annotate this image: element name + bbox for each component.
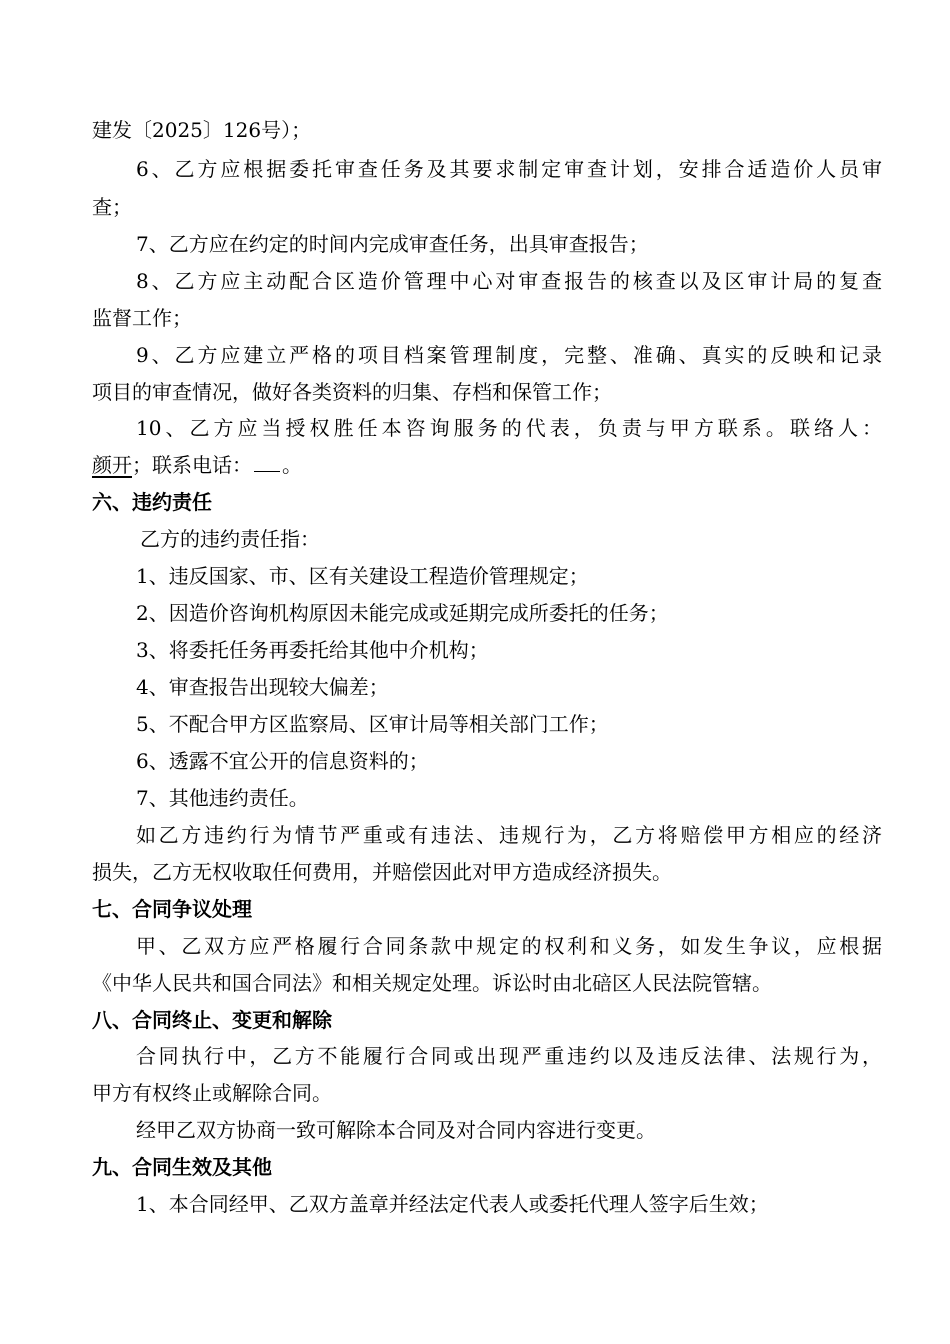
paragraph-line: 甲方有权终止或解除合同。 bbox=[92, 1081, 332, 1105]
paragraph-line: 7、乙方应在约定的时间内完成审查任务，出具审查报告； bbox=[136, 232, 649, 256]
list-item: 3、将委托任务再委托给其他中介机构； bbox=[136, 638, 489, 662]
contact-phone-label: ；联系电话： bbox=[132, 453, 252, 477]
paragraph-line: 9、乙方应建立严格的项目档案管理制度，完整、准确、真实的反映和记录 bbox=[136, 343, 882, 367]
section-heading: 八、合同终止、变更和解除 bbox=[92, 1008, 332, 1032]
contact-name: 颜开 bbox=[92, 453, 132, 477]
paragraph-line: 损失，乙方无权收取任何费用，并赔偿因此对甲方造成经济损失。 bbox=[92, 860, 672, 884]
list-item: 4、审查报告出现较大偏差； bbox=[136, 675, 389, 699]
paragraph-line: 乙方的违约责任指： bbox=[140, 527, 320, 551]
paragraph-line: 项目的审查情况，做好各类资料的归集、存档和保管工作； bbox=[92, 380, 612, 404]
section-heading: 六、违约责任 bbox=[92, 490, 212, 514]
list-item: 6、透露不宜公开的信息资料的； bbox=[136, 749, 429, 773]
paragraph-line: 甲、乙双方应严格履行合同条款中规定的权利和义务，如发生争议，应根据 bbox=[136, 934, 882, 958]
paragraph-line: 6、乙方应根据委托审查任务及其要求制定审查计划，安排合适造价人员审 bbox=[136, 157, 882, 181]
paragraph-line: 10、乙方应当授权胜任本咨询服务的代表，负责与甲方联系。联络人： bbox=[136, 416, 882, 440]
paragraph-line: 《中华人民共和国合同法》和相关规定处理。诉讼时由北碚区人民法院管辖。 bbox=[92, 971, 772, 995]
paragraph-line: 建发〔2025〕126号）； bbox=[92, 118, 312, 142]
section-heading: 七、合同争议处理 bbox=[92, 897, 252, 921]
paragraph-line: 如乙方违约行为情节严重或有违法、违规行为，乙方将赔偿甲方相应的经济 bbox=[136, 823, 882, 847]
contact-line bbox=[92, 452, 882, 478]
list-item: 1、本合同经甲、乙双方盖章并经法定代表人或委托代理人签字后生效； bbox=[136, 1192, 769, 1216]
list-item: 2、因造价咨询机构原因未能完成或延期完成所委托的任务； bbox=[136, 601, 669, 625]
paragraph-line: 8、乙方应主动配合区造价管理中心对审查报告的核查以及区审计局的复查 bbox=[136, 269, 882, 293]
paragraph-line: 查； bbox=[92, 195, 132, 219]
paragraph-line: 合同执行中，乙方不能履行合同或出现严重违约以及违反法律、法规行为， bbox=[136, 1044, 882, 1068]
list-item: 7、其他违约责任。 bbox=[136, 786, 309, 810]
list-item: 5、不配合甲方区监察局、区审计局等相关部门工作； bbox=[136, 712, 609, 736]
paragraph-line: 经甲乙双方协商一致可解除本合同及对合同内容进行变更。 bbox=[136, 1118, 656, 1142]
contact-line-end: 。 bbox=[282, 453, 302, 477]
list-item: 1、违反国家、市、区有关建设工程造价管理规定； bbox=[136, 564, 589, 588]
section-heading: 九、合同生效及其他 bbox=[92, 1155, 272, 1179]
paragraph-line: 监督工作； bbox=[92, 306, 192, 330]
phone-blank bbox=[254, 453, 280, 472]
